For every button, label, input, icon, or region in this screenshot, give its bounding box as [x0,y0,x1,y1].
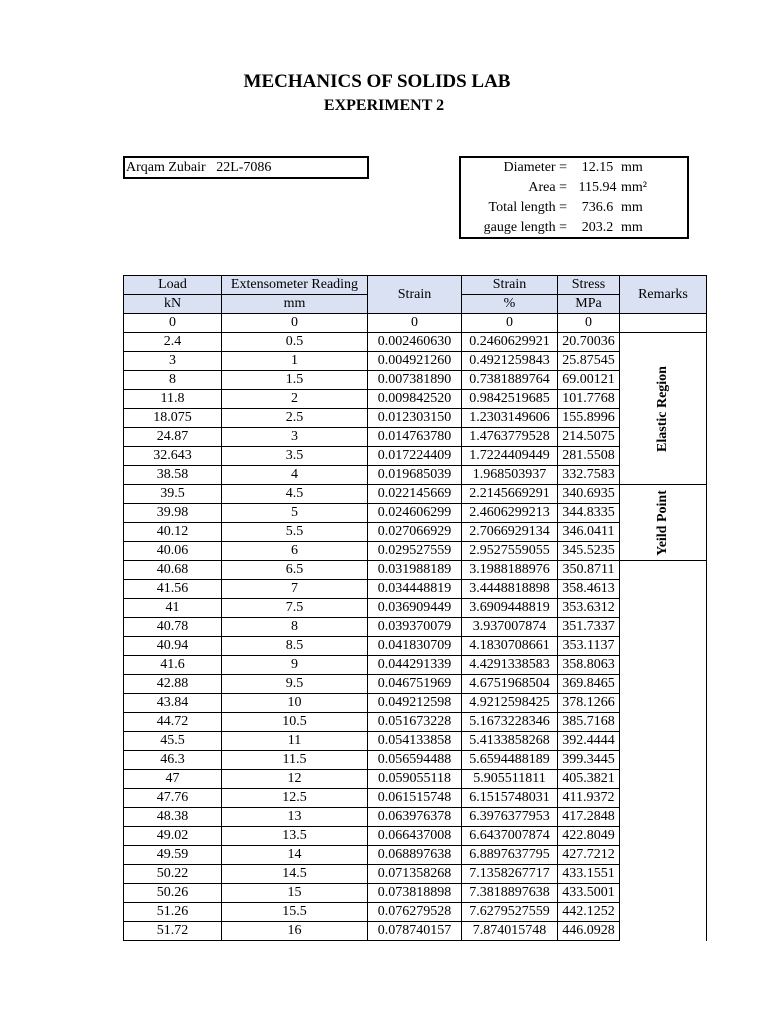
table-row [124,314,707,333]
cell-strain-percent: 6.6437007874 [462,827,558,846]
table-row [124,884,707,903]
cell-strain: 0.056594488 [368,751,462,770]
cell-load: 2.4 [124,333,222,352]
cell-extensometer: 13 [222,808,368,827]
cell-extensometer: 12 [222,770,368,789]
cell-load: 32.643 [124,447,222,466]
cell-strain: 0.076279528 [368,903,462,922]
cell-strain-percent: 3.6909448819 [462,599,558,618]
cell-strain-percent: 1.7224409449 [462,447,558,466]
cell-load: 8 [124,371,222,390]
table-row [124,599,707,618]
cell-extensometer: 14.5 [222,865,368,884]
cell-extensometer: 3.5 [222,447,368,466]
table-row [124,903,707,922]
cell-strain-percent: 4.4291338583 [462,656,558,675]
cell-stress: 417.2848 [558,808,620,827]
cell-extensometer: 6.5 [222,561,368,580]
cell-strain: 0.024606299 [368,504,462,523]
cell-extensometer: 5 [222,504,368,523]
cell-stress: 346.0411 [558,523,620,542]
table-row [124,504,707,523]
remark-yield-point [620,485,707,561]
cell-stress: 385.7168 [558,713,620,732]
cell-strain-percent: 7.874015748 [462,922,558,941]
cell-strain: 0.014763780 [368,428,462,447]
cell-extensometer: 15 [222,884,368,903]
table-row [124,580,707,599]
cell-strain: 0.063976378 [368,808,462,827]
cell-strain: 0.041830709 [368,637,462,656]
cell-extensometer: 9 [222,656,368,675]
cell-stress: 344.8335 [558,504,620,523]
gauge-length-label: gauge length = [483,220,567,235]
cell-strain-percent: 3.1988188976 [462,561,558,580]
cell-strain: 0.007381890 [368,371,462,390]
table-row [124,751,707,770]
table-row [124,523,707,542]
cell-strain-percent: 4.6751968504 [462,675,558,694]
cell-load: 47 [124,770,222,789]
cell-stress: 358.4613 [558,580,620,599]
table-row [124,485,707,504]
header-extensometer-unit: mm [222,295,368,314]
cell-load: 50.22 [124,865,222,884]
cell-strain: 0.029527559 [368,542,462,561]
area-unit: mm² [621,180,647,195]
table-row [124,618,707,637]
cell-extensometer: 2.5 [222,409,368,428]
cell-strain-percent: 7.3818897638 [462,884,558,903]
table-row [124,409,707,428]
table-body [124,314,707,941]
cell-stress: 353.6312 [558,599,620,618]
cell-stress: 358.8063 [558,656,620,675]
cell-strain: 0.039370079 [368,618,462,637]
diameter-row [461,158,687,178]
total-length-row [461,198,687,218]
cell-load: 24.87 [124,428,222,447]
cell-load: 50.26 [124,884,222,903]
cell-extensometer: 11.5 [222,751,368,770]
remark-plastic-region [620,561,707,941]
cell-extensometer: 0.5 [222,333,368,352]
cell-stress: 350.8711 [558,561,620,580]
gauge-length-unit: mm [621,220,643,235]
table-row [124,390,707,409]
cell-extensometer: 4.5 [222,485,368,504]
cell-load: 18.075 [124,409,222,428]
cell-strain-percent: 5.905511811 [462,770,558,789]
cell-strain: 0.022145669 [368,485,462,504]
cell-stress: 399.3445 [558,751,620,770]
cell-strain-percent: 6.1515748031 [462,789,558,808]
cell-strain: 0.004921260 [368,352,462,371]
header-stress: Stress [558,276,620,295]
cell-strain-percent: 5.4133858268 [462,732,558,751]
cell-strain-percent: 2.2145669291 [462,485,558,504]
cell-extensometer: 13.5 [222,827,368,846]
cell-stress: 392.4444 [558,732,620,751]
table-row [124,675,707,694]
cell-strain: 0 [368,314,462,333]
cell-load: 39.5 [124,485,222,504]
header-strain-percent-unit: % [462,295,558,314]
table-row [124,656,707,675]
cell-load: 49.02 [124,827,222,846]
cell-strain-percent: 1.968503937 [462,466,558,485]
remark-yield-label: Yeild Point [654,489,670,556]
cell-load: 51.26 [124,903,222,922]
cell-stress: 332.7583 [558,466,620,485]
table-row [124,808,707,827]
cell-stress: 411.9372 [558,789,620,808]
diameter-unit: mm [621,160,643,175]
cell-strain: 0.066437008 [368,827,462,846]
cell-extensometer: 8.5 [222,637,368,656]
gauge-length-value: 203.2 [581,220,614,235]
cell-strain-percent: 4.1830708661 [462,637,558,656]
remark-empty [620,314,707,333]
cell-extensometer: 7 [222,580,368,599]
cell-strain: 0.036909449 [368,599,462,618]
cell-load: 47.76 [124,789,222,808]
cell-strain: 0.034448819 [368,580,462,599]
cell-strain-percent: 0.4921259843 [462,352,558,371]
cell-load: 40.78 [124,618,222,637]
area-label: Area = [528,180,567,195]
table-row [124,789,707,808]
cell-stress: 405.3821 [558,770,620,789]
cell-load: 41 [124,599,222,618]
table-row [124,542,707,561]
cell-stress: 101.7768 [558,390,620,409]
cell-strain-percent: 2.9527559055 [462,542,558,561]
table-row [124,865,707,884]
cell-strain-percent: 4.9212598425 [462,694,558,713]
cell-extensometer: 2 [222,390,368,409]
diameter-value: 12.15 [581,160,614,175]
cell-strain: 0.059055118 [368,770,462,789]
total-length-label: Total length = [488,200,567,215]
page-title: MECHANICS OF SOLIDS LAB [243,71,511,92]
cell-strain: 0.012303150 [368,409,462,428]
student-name: Arqam Zubair [126,160,206,175]
cell-strain-percent: 6.3976377953 [462,808,558,827]
cell-strain: 0.054133858 [368,732,462,751]
area-value: 115.94 [578,180,617,195]
cell-strain: 0.009842520 [368,390,462,409]
header-load-unit: kN [124,295,222,314]
cell-load: 49.59 [124,846,222,865]
cell-strain-percent: 7.6279527559 [462,903,558,922]
cell-strain: 0.027066929 [368,523,462,542]
cell-strain: 0.049212598 [368,694,462,713]
cell-strain: 0.051673228 [368,713,462,732]
cell-stress: 0 [558,314,620,333]
cell-extensometer: 1.5 [222,371,368,390]
cell-extensometer: 16 [222,922,368,941]
cell-extensometer: 5.5 [222,523,368,542]
cell-extensometer: 12.5 [222,789,368,808]
cell-load: 40.12 [124,523,222,542]
cell-stress: 281.5508 [558,447,620,466]
cell-load: 11.8 [124,390,222,409]
table-row [124,447,707,466]
cell-strain: 0.044291339 [368,656,462,675]
table-row [124,694,707,713]
header-load: Load [124,276,222,295]
cell-extensometer: 9.5 [222,675,368,694]
cell-stress: 446.0928 [558,922,620,941]
cell-extensometer: 8 [222,618,368,637]
cell-strain-percent: 3.4448818898 [462,580,558,599]
cell-load: 40.06 [124,542,222,561]
cell-extensometer: 3 [222,428,368,447]
cell-stress: 427.7212 [558,846,620,865]
cell-load: 39.98 [124,504,222,523]
header-stress-unit: MPa [558,295,620,314]
remark-elastic-label: Elastic Region [654,365,670,452]
page-subtitle: EXPERIMENT 2 [323,97,445,114]
cell-strain-percent: 1.4763779528 [462,428,558,447]
student-info-box [123,156,369,179]
cell-load: 51.72 [124,922,222,941]
cell-stress: 351.7337 [558,618,620,637]
cell-strain-percent: 1.2303149606 [462,409,558,428]
cell-stress: 25.87545 [558,352,620,371]
cell-extensometer: 7.5 [222,599,368,618]
cell-strain-percent: 5.6594488189 [462,751,558,770]
cell-strain: 0.068897638 [368,846,462,865]
cell-strain-percent: 5.1673228346 [462,713,558,732]
cell-load: 42.88 [124,675,222,694]
table-row [124,637,707,656]
cell-stress: 345.5235 [558,542,620,561]
total-length-value: 736.6 [581,200,614,215]
cell-extensometer: 14 [222,846,368,865]
table-row [124,922,707,941]
cell-stress: 214.5075 [558,428,620,447]
cell-strain: 0.031988189 [368,561,462,580]
header-strain-percent: Strain [462,276,558,295]
cell-strain-percent: 7.1358267717 [462,865,558,884]
cell-stress: 433.1551 [558,865,620,884]
table-row [124,713,707,732]
specimen-dimensions-box [459,156,689,239]
diameter-label: Diameter = [503,160,567,175]
cell-load: 41.56 [124,580,222,599]
header-strain: Strain [368,276,462,314]
cell-stress: 442.1252 [558,903,620,922]
cell-stress: 378.1266 [558,694,620,713]
cell-stress: 353.1137 [558,637,620,656]
cell-strain: 0.071358268 [368,865,462,884]
cell-strain-percent: 0.7381889764 [462,371,558,390]
cell-load: 45.5 [124,732,222,751]
cell-stress: 20.70036 [558,333,620,352]
cell-load: 48.38 [124,808,222,827]
cell-extensometer: 1 [222,352,368,371]
student-roll: 22L-7086 [216,160,272,175]
cell-strain-percent: 2.4606299213 [462,504,558,523]
gauge-length-row [461,218,687,238]
cell-extensometer: 0 [222,314,368,333]
table-row [124,732,707,751]
cell-stress: 369.8465 [558,675,620,694]
table-row [124,428,707,447]
cell-strain-percent: 6.8897637795 [462,846,558,865]
cell-extensometer: 10.5 [222,713,368,732]
cell-stress: 433.5001 [558,884,620,903]
cell-load: 44.72 [124,713,222,732]
cell-extensometer: 6 [222,542,368,561]
table-row [124,466,707,485]
cell-extensometer: 10 [222,694,368,713]
cell-strain: 0.073818898 [368,884,462,903]
cell-strain-percent: 0.2460629921 [462,333,558,352]
total-length-unit: mm [621,200,643,215]
table-row [124,770,707,789]
cell-strain-percent: 3.937007874 [462,618,558,637]
cell-strain: 0.078740157 [368,922,462,941]
header-remarks: Remarks [620,276,707,314]
cell-extensometer: 11 [222,732,368,751]
cell-stress: 69.00121 [558,371,620,390]
table-row [124,827,707,846]
remark-elastic-region [620,333,707,485]
data-table [123,275,707,941]
cell-strain: 0.061515748 [368,789,462,808]
cell-stress: 155.8996 [558,409,620,428]
cell-load: 40.68 [124,561,222,580]
cell-extensometer: 15.5 [222,903,368,922]
cell-load: 38.58 [124,466,222,485]
cell-load: 3 [124,352,222,371]
header-extensometer: Extensometer Reading [222,276,368,295]
cell-strain: 0.002460630 [368,333,462,352]
cell-load: 40.94 [124,637,222,656]
cell-stress: 340.6935 [558,485,620,504]
cell-load: 46.3 [124,751,222,770]
cell-strain-percent: 2.7066929134 [462,523,558,542]
cell-strain-percent: 0 [462,314,558,333]
cell-strain: 0.017224409 [368,447,462,466]
cell-strain: 0.046751969 [368,675,462,694]
cell-strain: 0.019685039 [368,466,462,485]
cell-strain-percent: 0.9842519685 [462,390,558,409]
table-row [124,846,707,865]
table-row [124,371,707,390]
cell-extensometer: 4 [222,466,368,485]
cell-load: 41.6 [124,656,222,675]
table-row [124,561,707,580]
cell-stress: 422.8049 [558,827,620,846]
table-row [124,333,707,352]
table-row [124,352,707,371]
cell-load: 0 [124,314,222,333]
area-row [461,178,687,198]
cell-load: 43.84 [124,694,222,713]
